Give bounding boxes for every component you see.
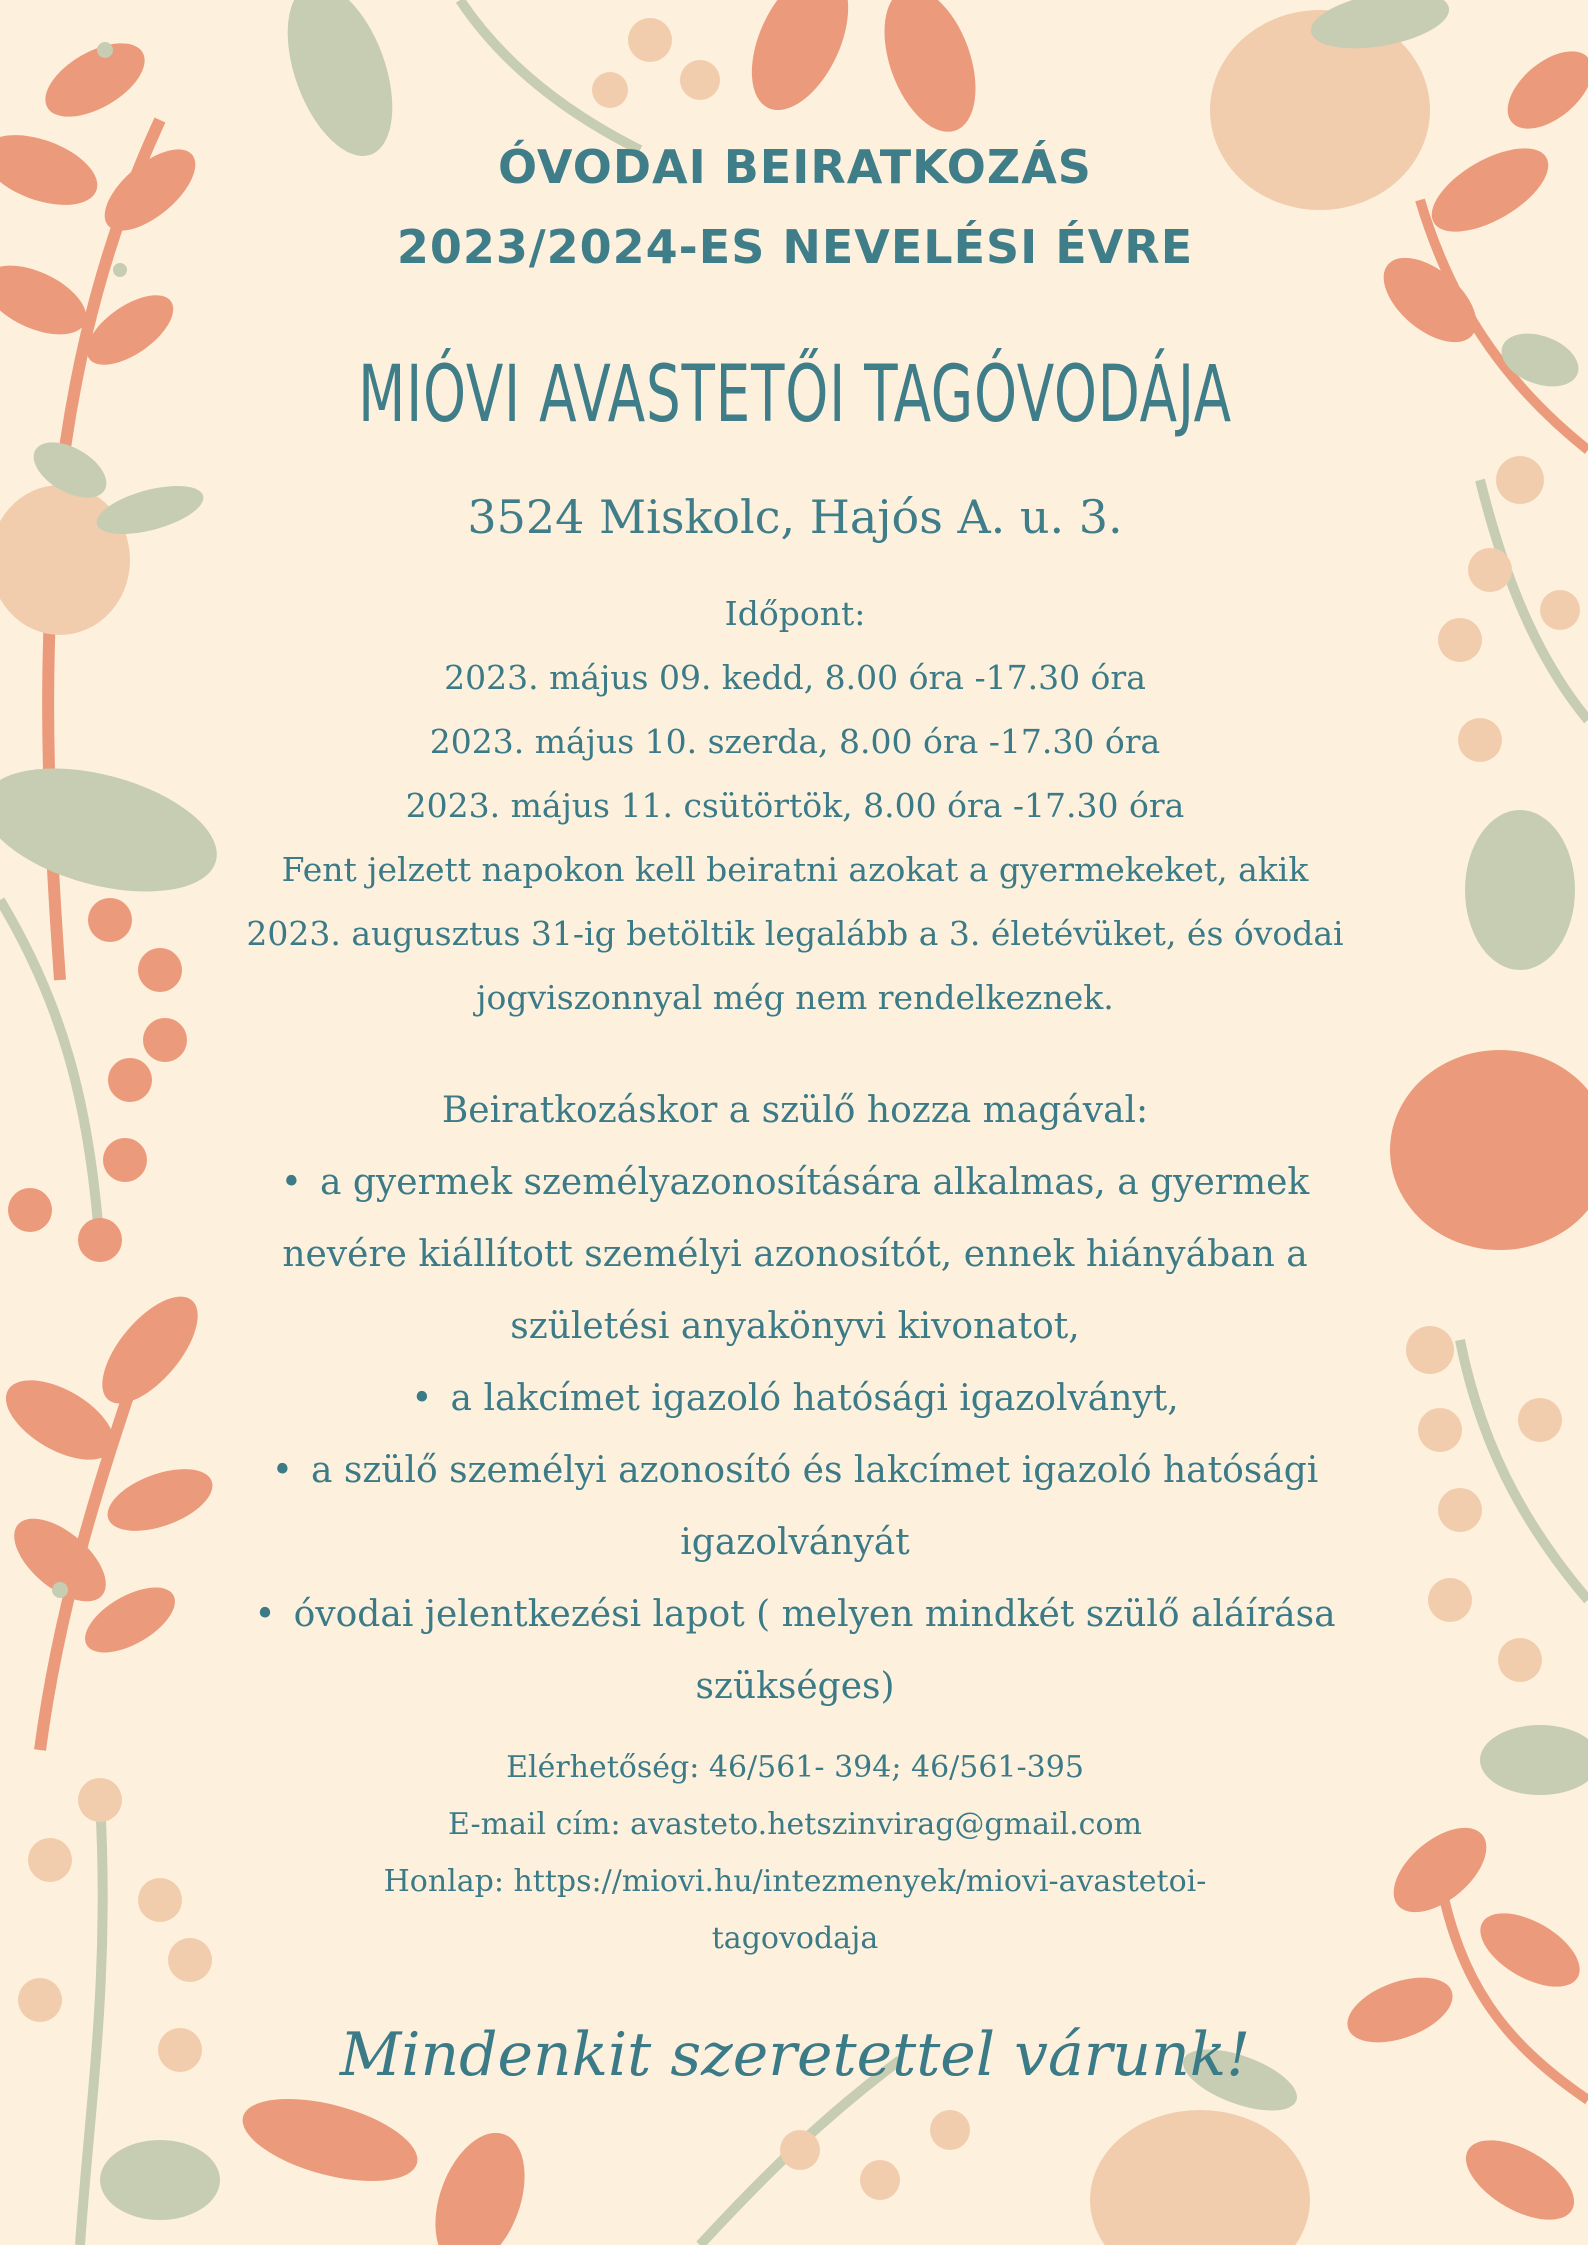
requirement-2-line-1: • a lakcímet igazoló hatósági igazolványt, [190,1378,1400,1419]
schedule-date-3: 2023. május 11. csütörtök, 8.00 óra -17.30 óra [405,786,1185,825]
requirement-3-line-2: igazolványát [680,1522,910,1563]
schedule-date-1: 2023. május 09. kedd, 8.00 óra -17.30 óra [444,658,1146,697]
contact-website-line-2: tagovodaja [711,1921,879,1956]
contact-phone: Elérhetőség: 46/561- 394; 46/561-395 [506,1750,1084,1785]
notice-line-2: 2023. augusztus 31-ig betöltik legalább a 3. életévüket, és óvodai [246,914,1344,953]
requirement-4-line-1: • óvodai jelentkezési lapot ( melyen mindkét szülő aláírása [190,1594,1400,1635]
header-line-2: 2023/2024-ES NEVELÉSI ÉVRE [396,220,1194,274]
kindergarten-name: MIÓVI AVASTETŐI TAGÓVODÁJA [358,350,1232,440]
schedule-label: Időpont: [724,594,866,633]
header-line-1: ÓVODAI BEIRATKOZÁS [498,140,1092,194]
closing-message: Mindenkit szeretettel várunk! [339,2020,1251,2090]
requirement-4-line-2: szükséges) [695,1666,895,1707]
kindergarten-address: 3524 Miskolc, Hajós A. u. 3. [467,490,1123,544]
contact-email: E-mail cím: avasteto.hetszinvirag@gmail.com [448,1807,1142,1842]
requirement-1-line-2: nevére kiállított személyi azonosítót, ennek hiányában a [282,1234,1308,1275]
schedule-date-2: 2023. május 10. szerda, 8.00 óra -17.30 óra [429,722,1161,761]
requirement-1-line-1: • a gyermek személyazonosítására alkalmas, a gyermek [190,1162,1400,1203]
requirement-1-line-3: születési anyakönyvi kivonatot, [510,1306,1080,1347]
contact-website-line-1: Honlap: https://miovi.hu/intezmenyek/miovi-avastetoi- [383,1864,1207,1899]
requirements-intro: Beiratkozáskor a szülő hozza magával: [441,1090,1149,1131]
requirement-3-line-1: • a szülő személyi azonosító és lakcímet igazoló hatósági [190,1450,1400,1491]
notice-line-3: jogviszonnyal még nem rendelkeznek. [476,978,1114,1017]
notice-line-1: Fent jelzett napokon kell beiratni azokat a gyermekeket, akik [281,850,1309,889]
